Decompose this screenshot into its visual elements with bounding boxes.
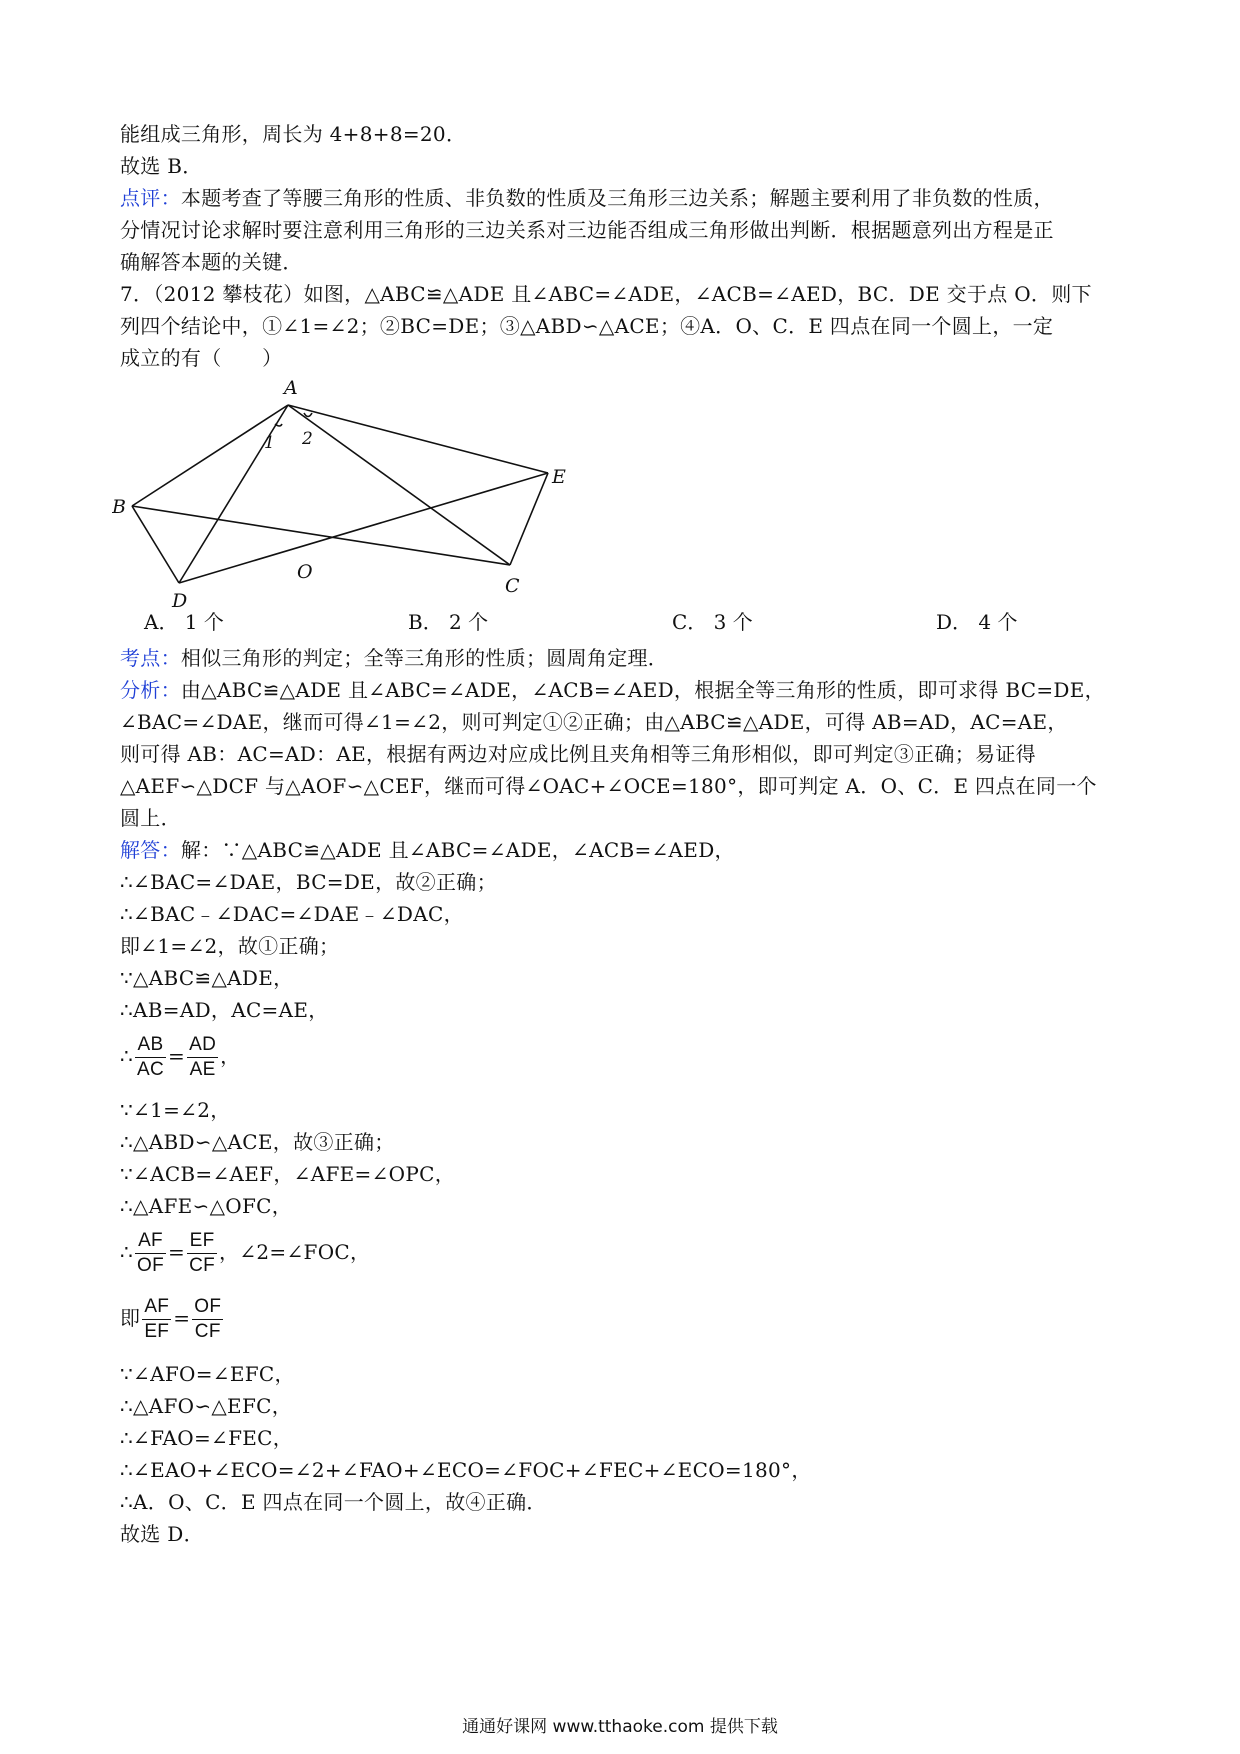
comment-line [120,182,1130,214]
fraction-line: 即 $\frac{AF}{EF}$ = $\frac{OF}{CF}$ [120,1296,222,1342]
solution-step: ∴∠BAC﹣∠DAC=∠DAE﹣∠DAC， [120,902,464,926]
fraction: $\frac{AB}{AC}$ [137,1034,165,1080]
answer-choices [144,606,1044,638]
solution-step: 故选 D． [120,1522,204,1546]
solution-step: ∴∠EAO+∠ECO=∠2+∠FAO+∠ECO=∠FOC+∠FEC+∠ECO=180°， [120,1458,812,1482]
segment-de [179,473,548,583]
choice-b: B． 2 个 [408,610,489,634]
text-line: 分情况讨论求解时要注意利用三角形的三边关系对三边能否组成三角形做出判断．根据题意列出方程是正 [120,218,1054,242]
solution-step: ∴△ABD∽△ACE，故③正确； [120,1130,395,1154]
point-label-o: O [297,561,313,583]
kaodian-line [120,642,1130,674]
question-line: 7．（2012 攀枝花）如图，△ABC≌△ADE 且∠ABC=∠ADE，∠ACB=∠AED，BC．DE 交于点 O．则下 [120,282,1092,306]
comment-label: 点评： [120,186,181,210]
solution-step: ∴∠FAO=∠FEC， [120,1426,294,1450]
solution-step: ∴A．O、C．E 四点在同一个圆上，故④正确． [120,1490,547,1514]
solution-step: 即∠1=∠2，故①正确； [120,934,340,958]
question-line: 成立的有（ ） [120,346,283,370]
solution-step: ∴AB=AD，AC=AE， [120,998,329,1022]
text-line: 确解答本题的关键． [120,250,303,274]
fraction-prefix: ∴ [120,1044,134,1068]
fenxi-line [120,674,1130,706]
segment-bd [132,506,179,583]
kaodian-label: 考点： [120,646,181,670]
angle-1-arc [275,424,282,426]
segment-ab [132,405,288,506]
choice-d: D． 4 个 [936,610,1018,634]
fraction: $\frac{AF}{OF}$ [137,1230,165,1276]
segment-ce [510,473,548,565]
solution-step: ∵∠ACB=∠AEF，∠AFE=∠OPC， [120,1162,456,1186]
point-label-d: D [172,590,188,610]
point-label-c: C [505,575,520,597]
fraction-prefix: ∴ [120,1240,134,1264]
angle-label-1: 1 [264,433,275,453]
jieda-label: 解答： [120,838,181,862]
fraction: $\frac{AF}{EF}$ [144,1296,170,1342]
solution-step: ∵△ABC≌△ADE， [120,966,294,990]
fenxi-line: ∠BAC=∠DAE，继而可得∠1=∠2，则可判定①②正确；由△ABC≌△ADE，可得 AB=AD，AC=AE， [120,710,1068,734]
solution-step: ∴△AFO∽△EFC， [120,1394,293,1418]
fraction-suffix: ，∠2=∠FOC， [219,1240,371,1264]
fenxi-text: 由△ABC≌△ADE 且∠ABC=∠ADE，∠ACB=∠AED，根据全等三角形的性质，即可求得 BC=DE， [180,678,1105,702]
fraction-prefix: 即 [120,1306,141,1330]
page-footer: 通通好课网 www.tthaoke.com 提供下载 [462,1717,778,1737]
fenxi-line: 则可得 AB：AC=AD：AE，根据有两边对应成比例且夹角相等三角形相似，即可判定③正确；易证得 [120,742,1036,766]
text-line: 故选 B． [120,154,203,178]
kaodian-text: 相似三角形的判定；全等三角形的性质；圆周角定理． [180,646,669,670]
point-label-a: A [284,378,298,399]
segment-bc [132,506,510,565]
fraction: $\frac{OF}{CF}$ [194,1296,222,1342]
angle-2-arc [304,413,312,417]
solution-step: ∴△AFE∽△OFC， [120,1194,293,1218]
fraction-suffix: ， [220,1044,241,1068]
fraction: $\frac{EF}{CF}$ [189,1230,216,1276]
segment-ae [288,405,548,473]
fenxi-line: △AEF∽△DCF 与△AOF∽△CEF，继而可得∠OAC+∠OCE=180°，即可判定 A．O、C．E 四点在同一个 [120,774,1097,798]
question-line: 列四个结论中，①∠1=∠2；②BC=DE；③△ABD∽△ACE；④A．O、C．E 四点在同一个圆上，一定 [120,314,1054,338]
fenxi-line: 圆上． [120,806,181,830]
point-label-e: E [552,466,566,488]
jieda-text: 解：∵△ABC≌△ADE 且∠ABC=∠ADE，∠ACB=∠AED， [180,838,735,862]
segment-ad [179,405,288,583]
fenxi-label: 分析： [120,678,181,702]
point-label-b: B [112,496,126,518]
angle-label-2: 2 [302,429,313,449]
fraction-line: ∴ $\frac{AF}{OF}$ = $\frac{EF}{CF}$ ，∠2=∠FOC， [120,1230,371,1276]
fraction: $\frac{AD}{AE}$ [189,1034,217,1080]
text-line: 能组成三角形，周长为 4+8+8=20． [120,122,467,146]
solution-step: ∵∠AFO=∠EFC， [120,1362,295,1386]
comment-text: 本题考查了等腰三角形的性质、非负数的性质及三角形三边关系；解题主要利用了非负数的性质， [180,186,1054,210]
geometry-figure [112,378,582,610]
choice-c: C． 3 个 [672,610,753,634]
choice-a: A． 1 个 [144,610,224,634]
fraction-line: ∴ $\frac{AB}{AC}$ = $\frac{AD}{AE}$ ， [120,1034,241,1080]
solution-step: ∴∠BAC=∠DAE，BC=DE，故②正确； [120,870,497,894]
solution-step: ∵∠1=∠2， [120,1098,231,1122]
jieda-line [120,834,1130,866]
